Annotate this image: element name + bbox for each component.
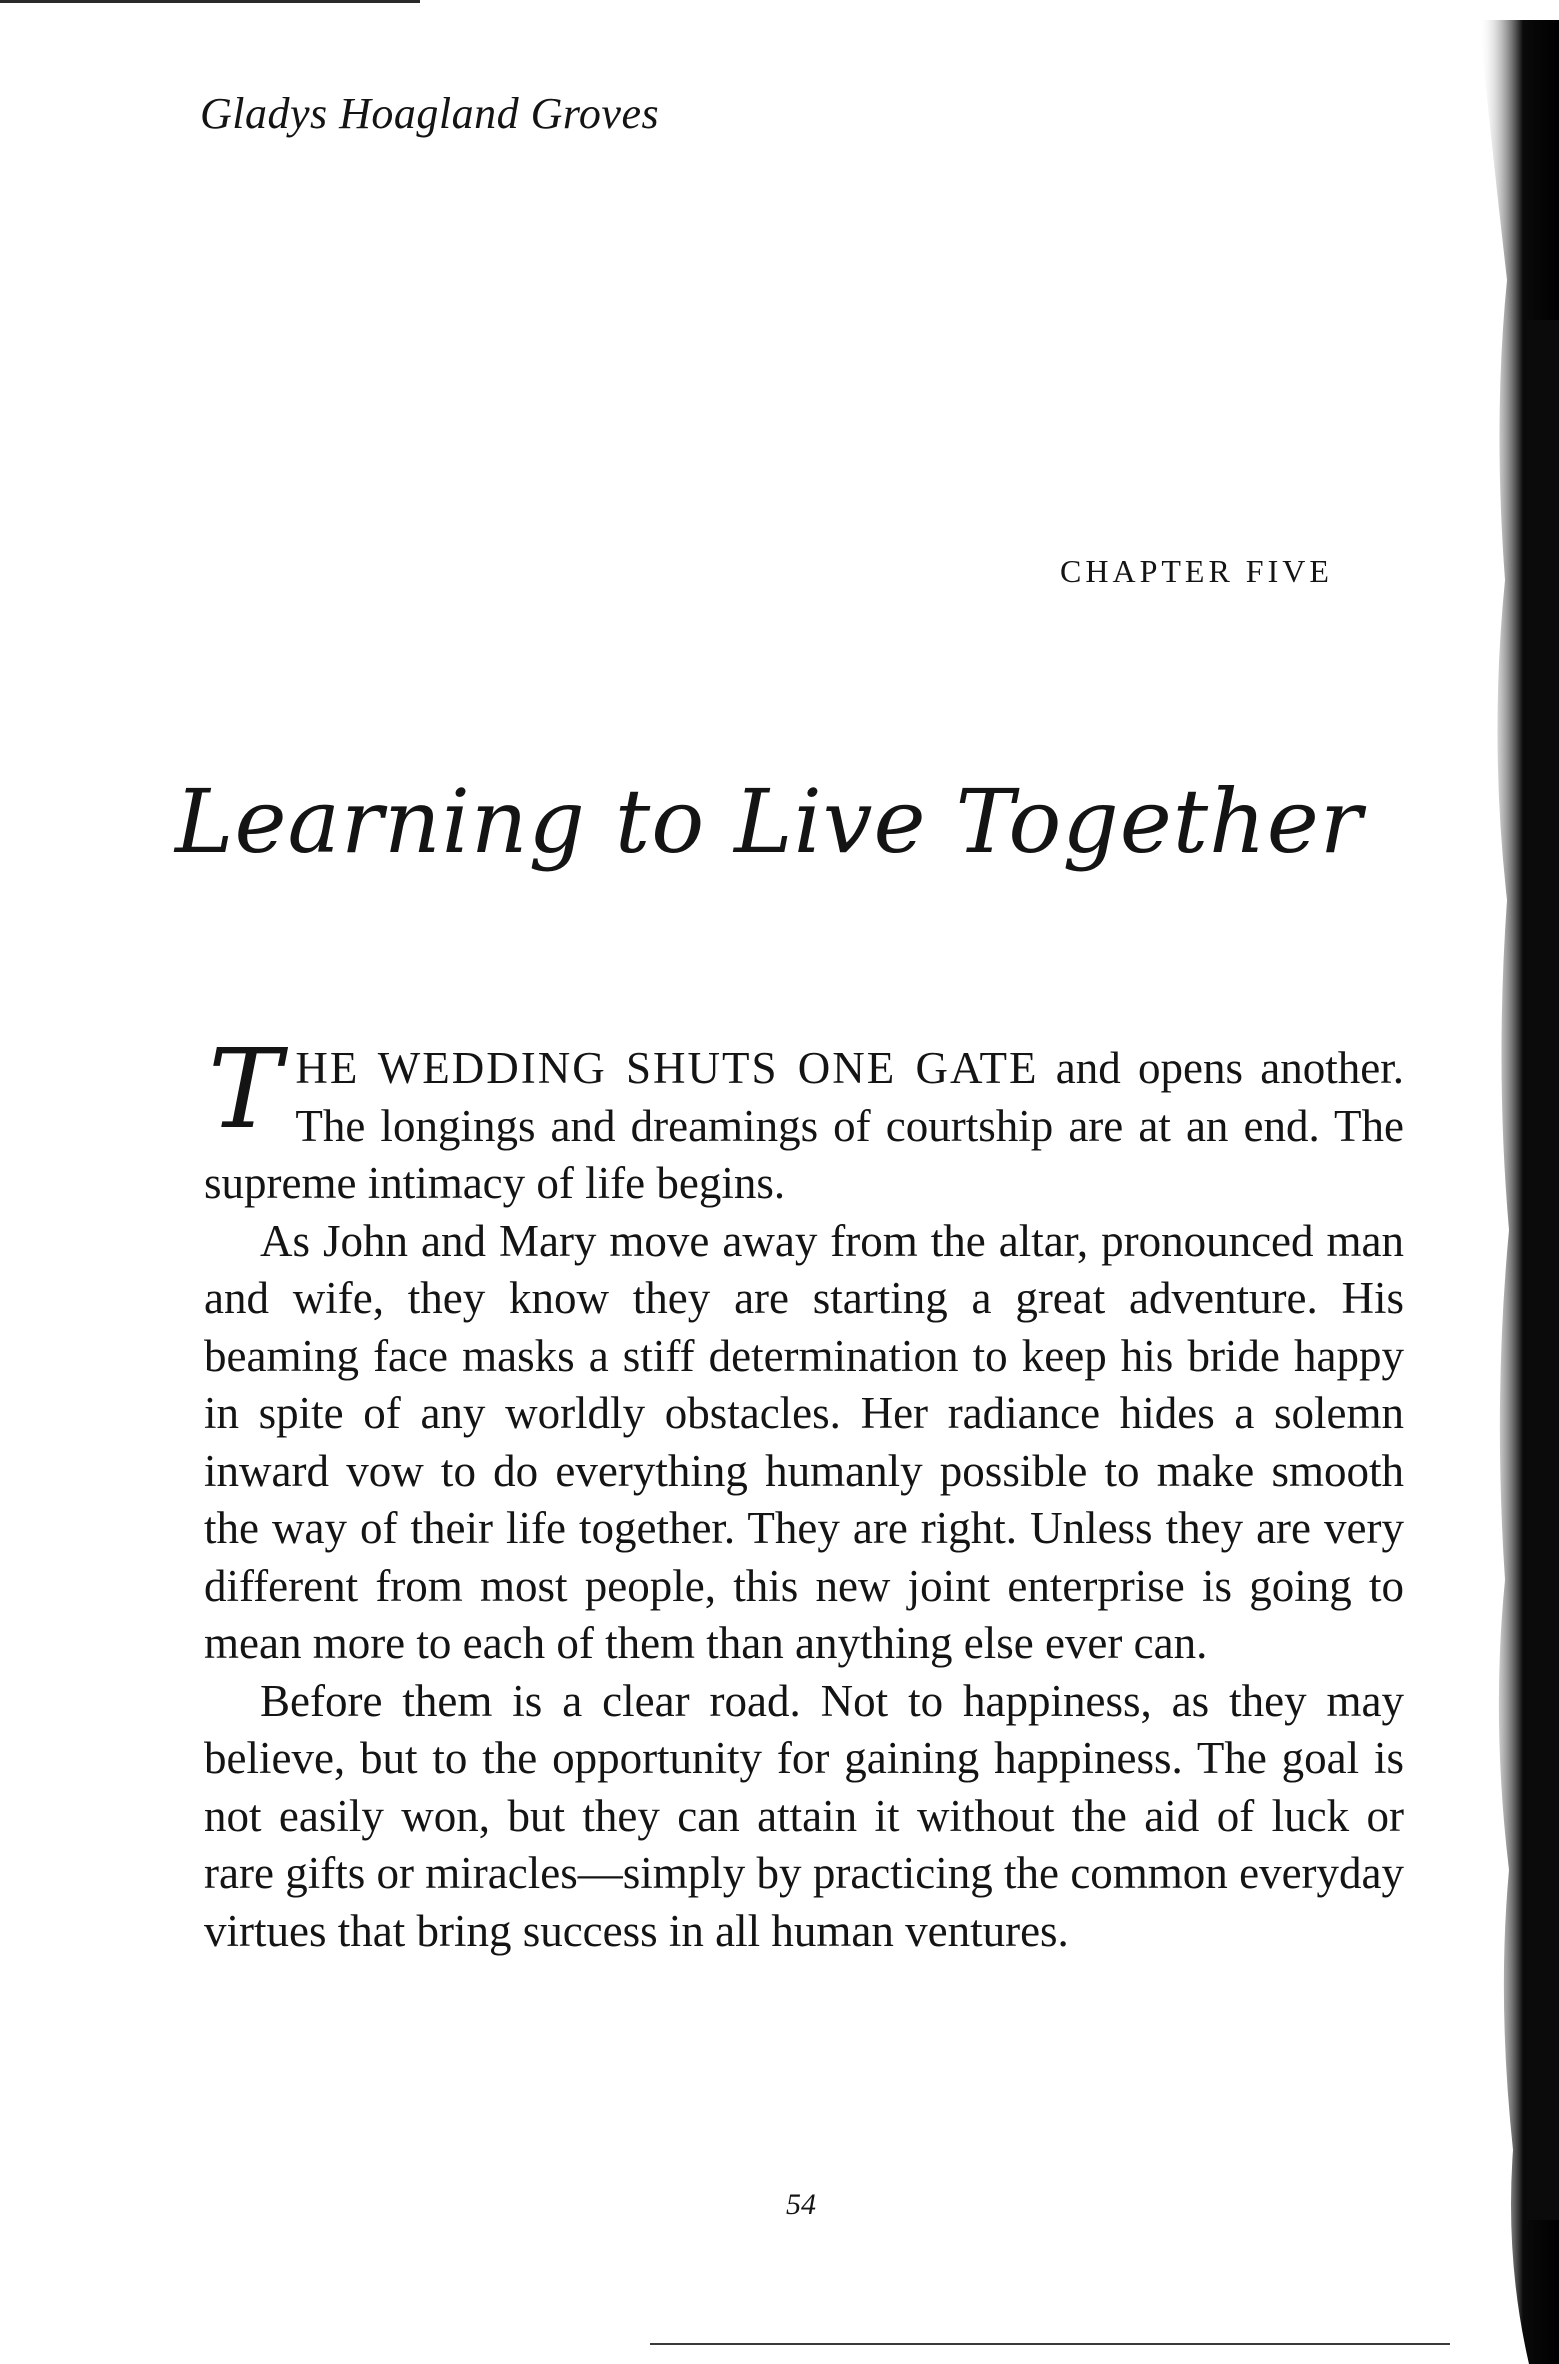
body-text [204,1025,1404,1960]
chapter-label: CHAPTER FIVE [1060,553,1333,589]
page-number: 54 [786,2188,816,2221]
chapter-title: Learning to Live Together [175,770,1363,873]
top-rule [0,0,420,3]
running-head: Gladys Hoagland Groves [200,89,660,138]
drop-cap: T [208,1025,282,1153]
bottom-rule [650,2343,1450,2345]
opening-smallcaps: HE WEDDING SHUTS ONE GATE [295,1043,1039,1093]
paragraph-1-text: and opens another. The longings and dreamings of courtship are at an end. The supreme intimacy of life begins. [204,1043,1404,1208]
paragraph-3: Before them is a clear road. Not to happiness, as they may believe, but to the opportunity for gaining happiness. The goal is not easily won, but they can attain it without the aid of luck or rare gifts or miracles—simply by practicing the common everyday virtues that bring success in all human ventures. [204,1675,1404,1956]
binding-shadow [1409,20,1559,2364]
paragraph-2: As John and Mary move away from the altar, pronounced man and wife, they know they are starting a great adventure. His beaming face masks a stiff determination to keep his bride happy in spite of any worldly obstacles. Her radiance hides a solemn inward vow to do everything humanly possible to make smooth the way of their life together. They are right. Unless they are very different from most people, this new joint enterprise is going to mean more to each of them than anything else ever can. [204,1215,1404,1668]
paragraph-1 [204,1025,1404,1213]
